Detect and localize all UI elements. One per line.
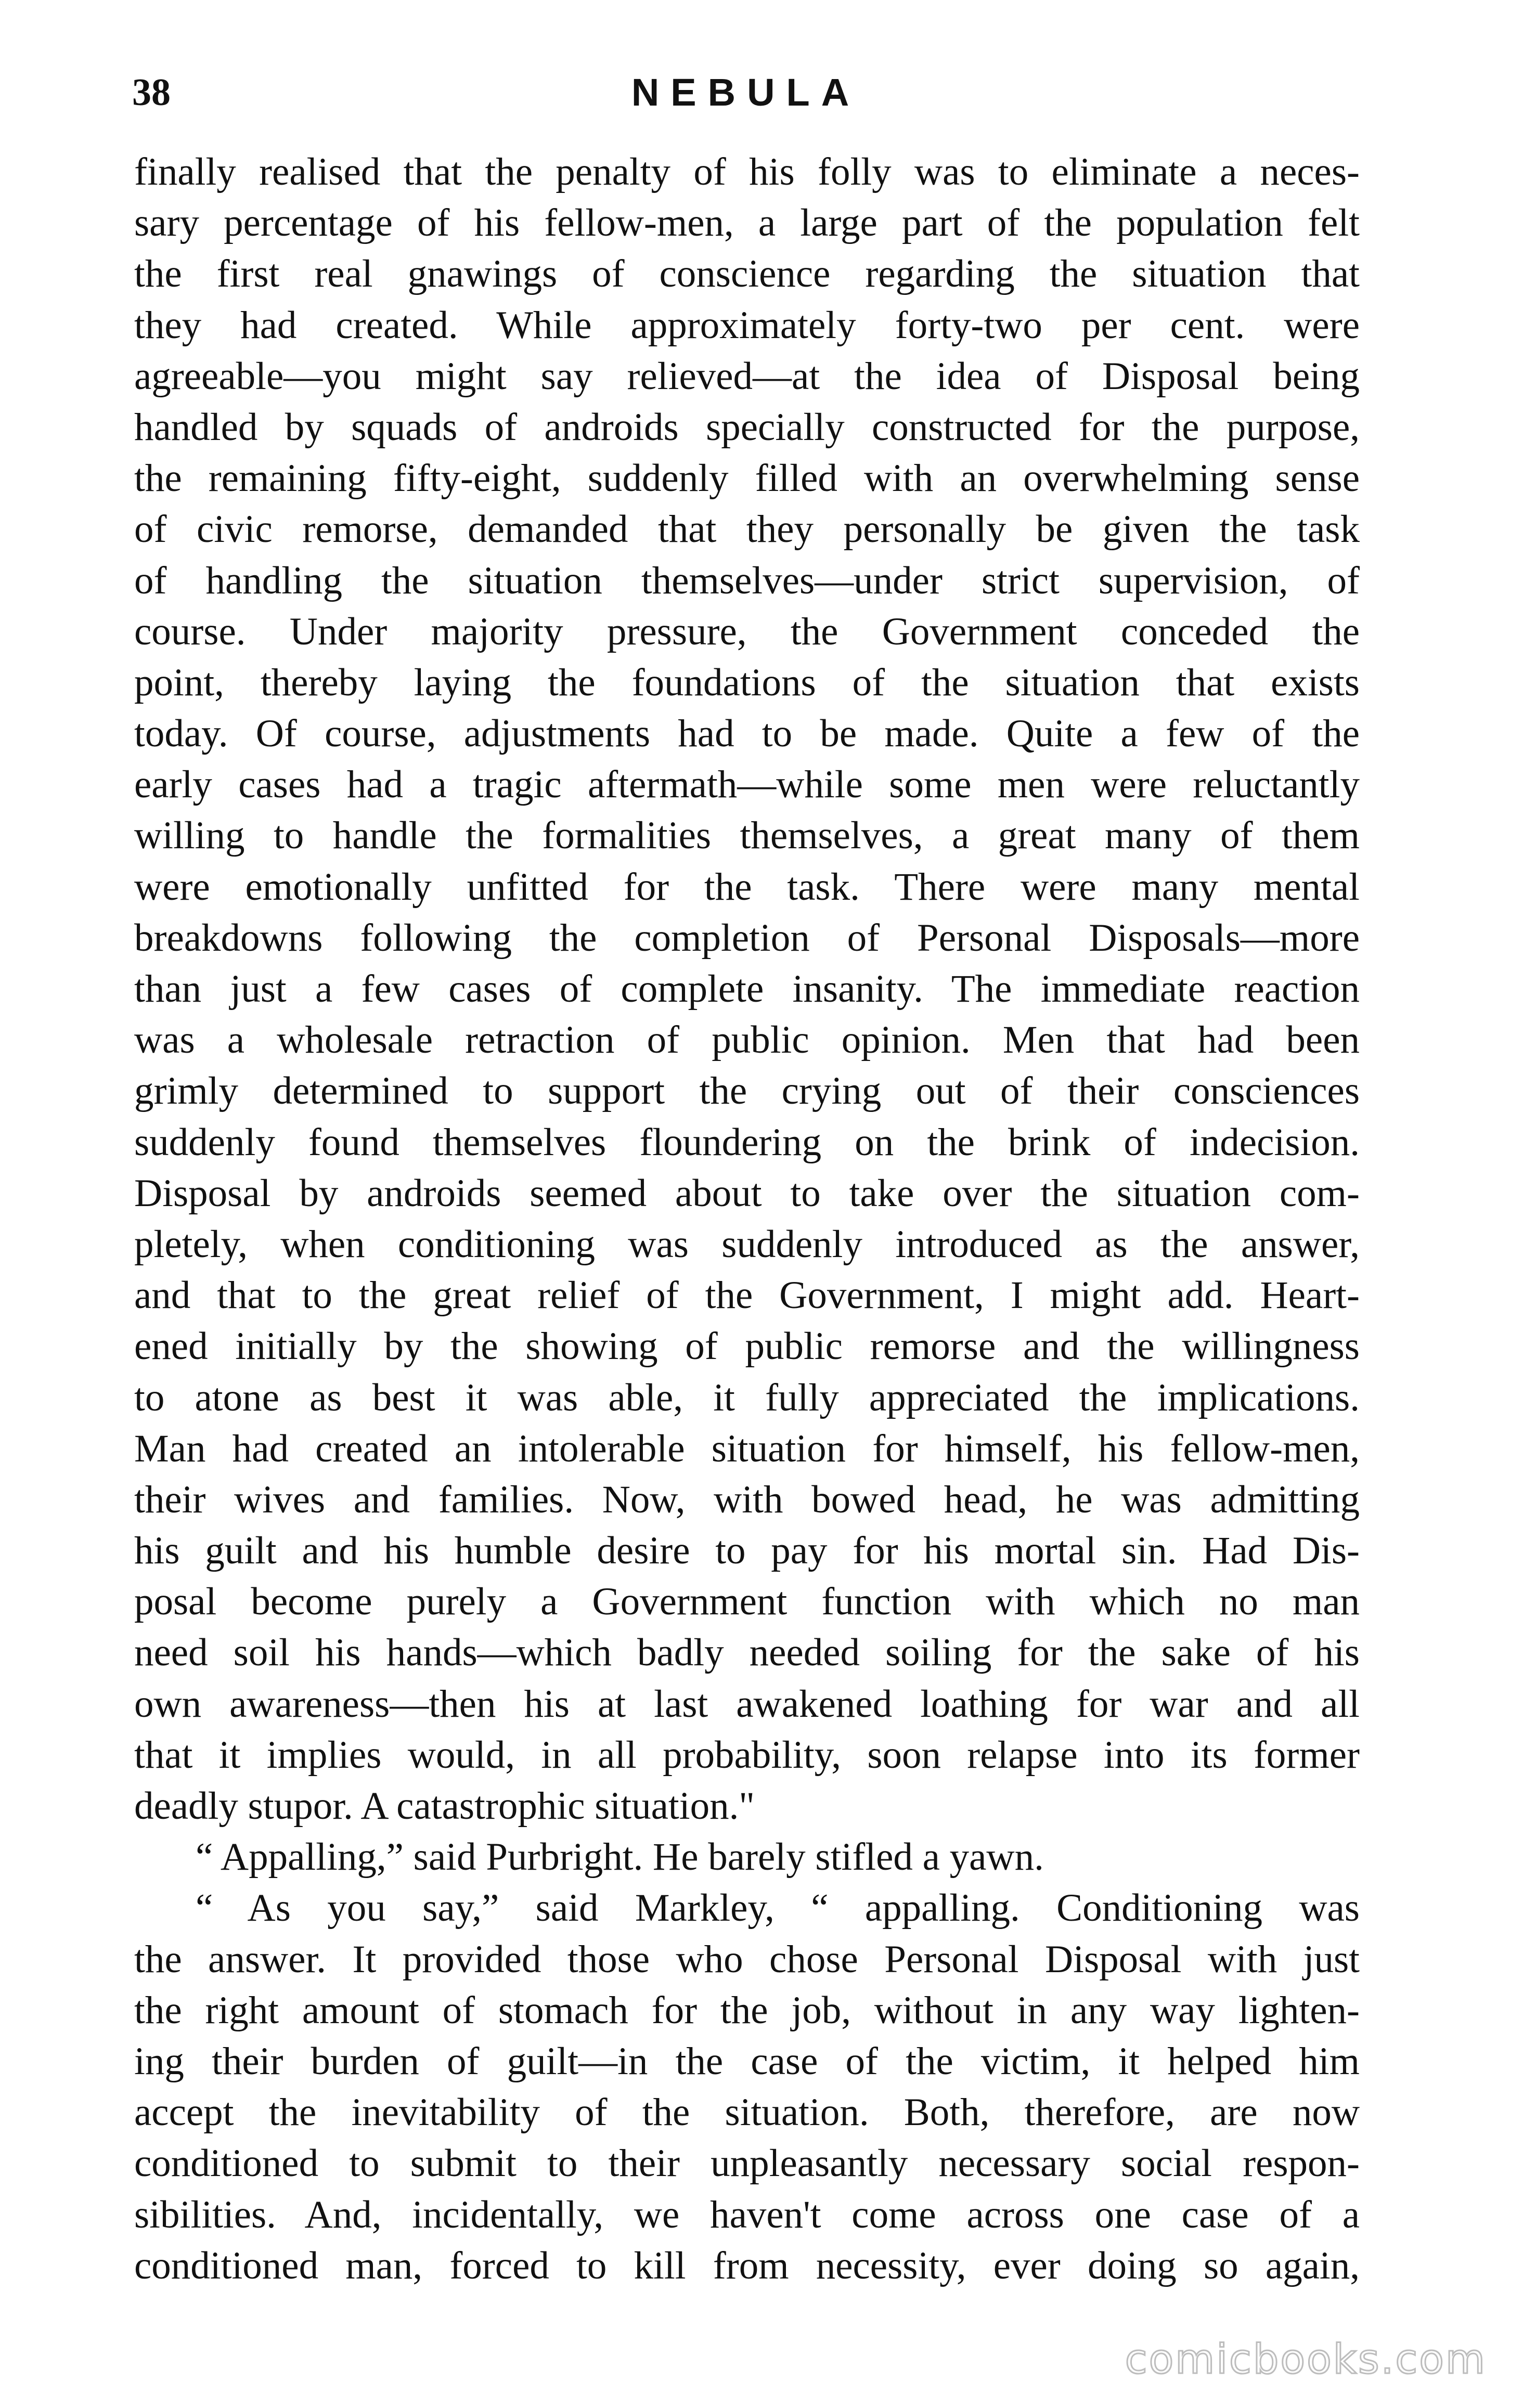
text-line: were emotionally unfitted for the task. There were many mental (134, 865, 1360, 909)
text-line: ing their burden of guilt—in the case of the victim, it helped him (134, 2039, 1360, 2083)
text-line: to atone as best it was able, it fully appreciated the implications. (134, 1376, 1360, 1419)
text-line: finally realised that the penalty of his folly was to eliminate a neces- (134, 150, 1360, 193)
text-line: point, thereby laying the foundations of the situation that exists (134, 661, 1360, 704)
text-line: the right amount of stomach for the job, without in any way lighten- (134, 1988, 1360, 2032)
text-line: need soil his hands—which badly needed soiling for the sake of his (134, 1631, 1360, 1675)
text-line: of handling the situation themselves—under strict supervision, of (134, 559, 1360, 602)
text-line: ened initially by the showing of public remorse and the willingness (134, 1325, 1360, 1368)
text-line: course. Under majority pressure, the Government conceded the (134, 610, 1360, 653)
page-number: 38 (132, 71, 171, 114)
text-line: the first real gnawings of conscience regarding the situation that (134, 252, 1360, 296)
text-line: his guilt and his humble desire to pay for his mortal sin. Had Dis- (134, 1529, 1360, 1573)
text-line: that it implies would, in all probability, soon relapse into its former (134, 1733, 1360, 1777)
text-line: pletely, when conditioning was suddenly introduced as the answer, (134, 1222, 1360, 1266)
text-line: willing to handle the formalities themselves, a great many of them (134, 814, 1360, 858)
text-line: the answer. It provided those who chose Personal Disposal with just (134, 1937, 1360, 1981)
text-line: “ As you say,” said Markley, “ appalling. Conditioning was (196, 1886, 1360, 1930)
text-line: of civic remorse, demanded that they personally be given the task (134, 508, 1360, 551)
text-line: accept the inevitability of the situation. Both, therefore, are now (134, 2091, 1360, 2134)
text-line: posal become purely a Government function with which no man (134, 1580, 1360, 1624)
text-line: was a wholesale retraction of public opinion. Men that had been (134, 1018, 1360, 1062)
text-line: handled by squads of androids specially constructed for the purpose, (134, 405, 1360, 449)
text-line: their wives and families. Now, with bowed head, he was admitting (134, 1478, 1360, 1521)
text-line: suddenly found themselves floundering on the brink of indecision. (134, 1120, 1360, 1164)
watermark: comicbooks.com (1125, 2336, 1487, 2383)
text-line: and that to the great relief of the Government, I might add. Heart- (134, 1274, 1360, 1317)
text-line: conditioned man, forced to kill from necessity, ever doing so again, (134, 2244, 1360, 2287)
text-line: than just a few cases of complete insanity. The immediate reaction (134, 967, 1360, 1011)
text-line: conditioned to submit to their unpleasantly necessary social respon- (134, 2142, 1360, 2185)
text-line: own awareness—then his at last awakened loathing for war and all (134, 1682, 1360, 1726)
running-title: NEBULA (631, 71, 861, 114)
text-line: Disposal by androids seemed about to take over the situation com- (134, 1171, 1360, 1215)
text-line: agreeable—you might say relieved—at the idea of Disposal being (134, 354, 1360, 398)
text-line: Man had created an intolerable situation for himself, his fellow-men, (134, 1427, 1360, 1470)
text-line: “ Appalling,” said Purbright. He barely stifled a yawn. (196, 1835, 1044, 1879)
text-line: sibilities. And, incidentally, we haven't come across one case of a (134, 2193, 1360, 2236)
text-line: early cases had a tragic aftermath—while some men were reluctantly (134, 763, 1360, 807)
text-line: grimly determined to support the crying out of their consciences (134, 1069, 1360, 1113)
text-line: they had created. While approximately forty-two per cent. were (134, 303, 1360, 347)
text-line: breakdowns following the completion of Personal Disposals—more (134, 916, 1360, 960)
text-line: today. Of course, adjustments had to be made. Quite a few of the (134, 712, 1360, 756)
text-line: deadly stupor. A catastrophic situation." (134, 1784, 755, 1828)
text-line: the remaining fifty-eight, suddenly filled with an overwhelming sense (134, 457, 1360, 500)
text-line: sary percentage of his fellow-men, a large part of the population felt (134, 201, 1360, 245)
body-text (134, 147, 1360, 2292)
page-header (132, 67, 1360, 124)
